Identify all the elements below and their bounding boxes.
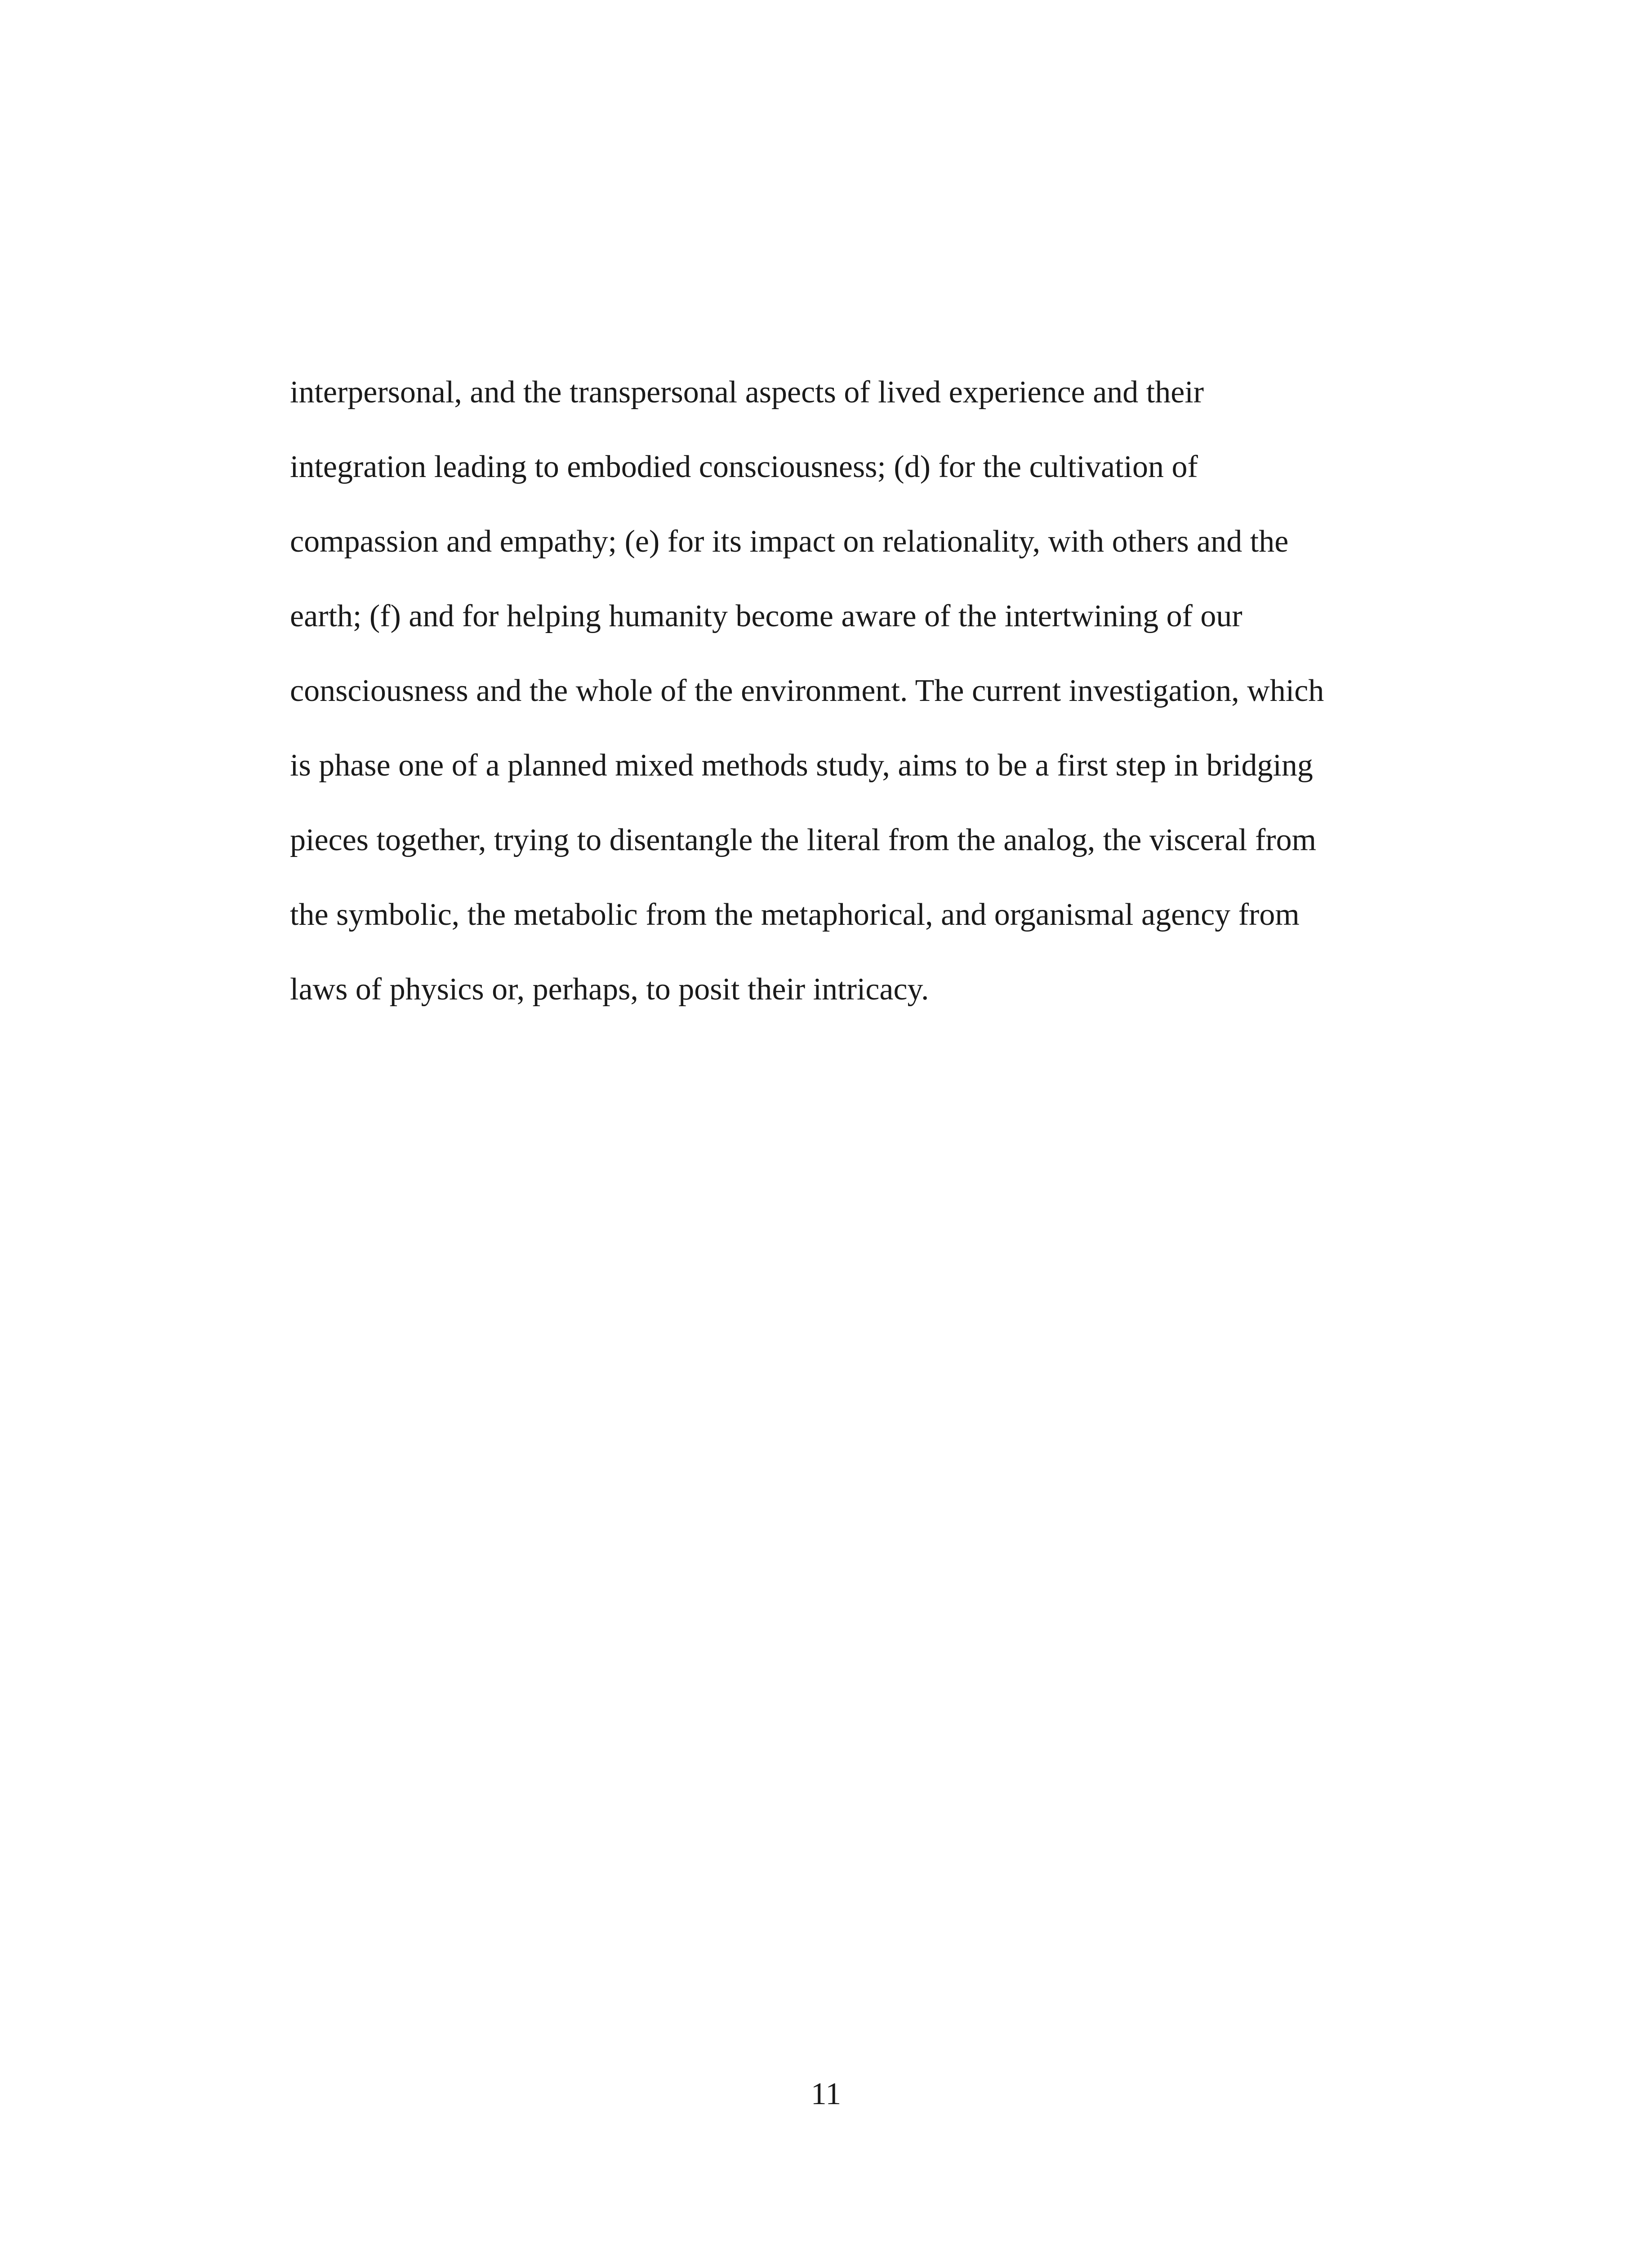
paragraph-line: integration leading to embodied consciousness; (d) for the cultivation of xyxy=(290,450,1198,484)
body-paragraph xyxy=(290,355,1378,1027)
paragraph-line: is phase one of a planned mixed methods study, aims to be a first step in bridging xyxy=(290,748,1313,783)
paragraph-line: laws of physics or, perhaps, to posit their intricacy. xyxy=(290,972,929,1007)
page-number: 11 xyxy=(810,2077,842,2111)
paragraph-line: the symbolic, the metabolic from the metaphorical, and organismal agency from xyxy=(290,897,1300,932)
paragraph-line: earth; (f) and for helping humanity become aware of the intertwining of our xyxy=(290,599,1242,633)
paragraph-line: consciousness and the whole of the environment. The current investigation, which xyxy=(290,674,1324,708)
paragraph-line: compassion and empathy; (e) for its impact on relationality, with others and the xyxy=(290,524,1289,559)
paragraph-line: pieces together, trying to disentangle the literal from the analog, the visceral from xyxy=(290,823,1317,857)
paragraph-line: interpersonal, and the transpersonal aspects of lived experience and their xyxy=(290,375,1204,410)
